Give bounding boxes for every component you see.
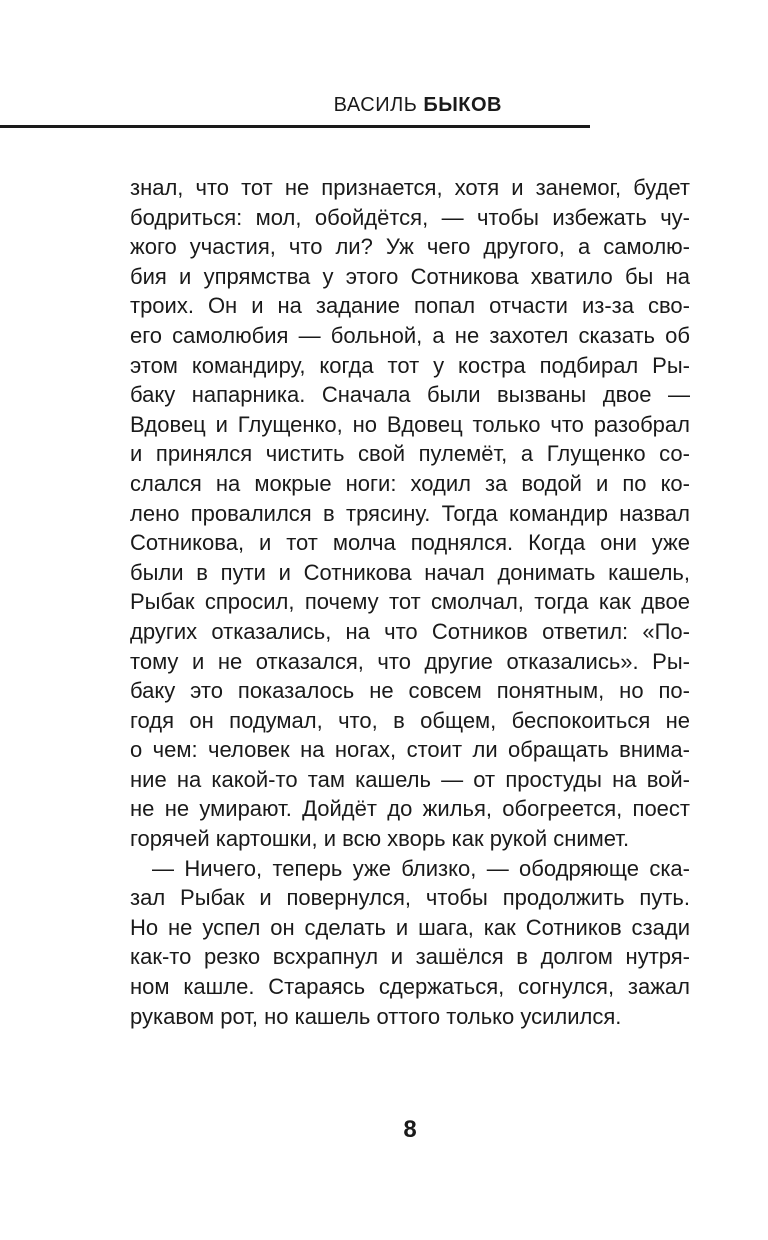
text-line: горячей картошки, и всю хворь как рукой снимет. bbox=[130, 826, 630, 852]
text-line: были в пути и Сотникова начал донимать кашель, bbox=[130, 559, 690, 585]
text-line: жого участия, что ли? Уж чего другого, а самолю- bbox=[130, 234, 690, 260]
text-line: не не умирают. Дойдёт до жилья, обогреется, поест bbox=[130, 796, 690, 822]
text-line: Рыбак спросил, почему тот смолчал, тогда как двое bbox=[130, 589, 690, 615]
text-line: о чем: человек на ногах, стоит ли обращать внима- bbox=[130, 737, 690, 763]
text-line: этом командиру, когда тот у костра подбирал Ры- bbox=[130, 352, 690, 378]
author-first-name: ВАСИЛЬ bbox=[333, 94, 418, 116]
text-line: зал Рыбак и повернулся, чтобы продолжить путь. bbox=[130, 885, 690, 911]
text-line: как-то резко всхрапнул и зашёлся в долгом нутря- bbox=[130, 944, 690, 970]
text-line: ном кашле. Стараясь сдержаться, согнулся, зажал bbox=[130, 974, 690, 1000]
text-line: лено провалился в трясину. Тогда командир назвал bbox=[130, 500, 690, 526]
text-line: рукавом рот, но кашель оттого только усилился. bbox=[130, 1003, 622, 1029]
text-line: и принялся чистить свой пулемёт, а Глущенко со- bbox=[130, 441, 690, 467]
text-line: других отказались, на что Сотников ответил: «По- bbox=[130, 618, 690, 644]
header-rule bbox=[0, 125, 590, 128]
text-line: — Ничего, теперь уже близко, — ободряюще ска- bbox=[152, 855, 690, 881]
author-last-name: БЫКОВ bbox=[423, 94, 502, 116]
text-line: троих. Он и на задание попал отчасти из-за сво- bbox=[130, 293, 690, 319]
text-line: баку это показалось не совсем понятным, но по- bbox=[130, 678, 690, 704]
text-line: бия и упрямства у этого Сотникова хватило бы на bbox=[130, 263, 690, 289]
text-line: Но не успел он сделать и шага, как Сотников сзади bbox=[130, 914, 690, 940]
text-line: баку напарника. Сначала были вызваны двое — bbox=[130, 382, 690, 408]
body-text bbox=[130, 173, 690, 1031]
page-number: 8 bbox=[403, 1116, 417, 1143]
text-line: Вдовец и Глущенко, но Вдовец только что разобрал bbox=[130, 411, 690, 437]
text-line: тому и не отказался, что другие отказались». Ры- bbox=[130, 648, 690, 674]
text-line: годя он подумал, что, в общем, беспокоиться не bbox=[130, 707, 690, 733]
text-line: его самолюбия — больной, а не захотел сказать об bbox=[130, 322, 690, 348]
text-line: бодриться: мол, обойдётся, — чтобы избежать чу- bbox=[130, 204, 690, 230]
text-line: знал, что тот не признается, хотя и занемог, будет bbox=[130, 175, 690, 200]
running-header bbox=[0, 84, 590, 128]
running-header-author bbox=[334, 94, 502, 117]
text-line: Сотникова, и тот молча поднялся. Когда они уже bbox=[130, 530, 690, 556]
text-line: ние на какой-то там кашель — от простуды на вой- bbox=[130, 766, 690, 792]
text-line: слался на мокрые ноги: ходил за водой и по ко- bbox=[130, 470, 690, 496]
